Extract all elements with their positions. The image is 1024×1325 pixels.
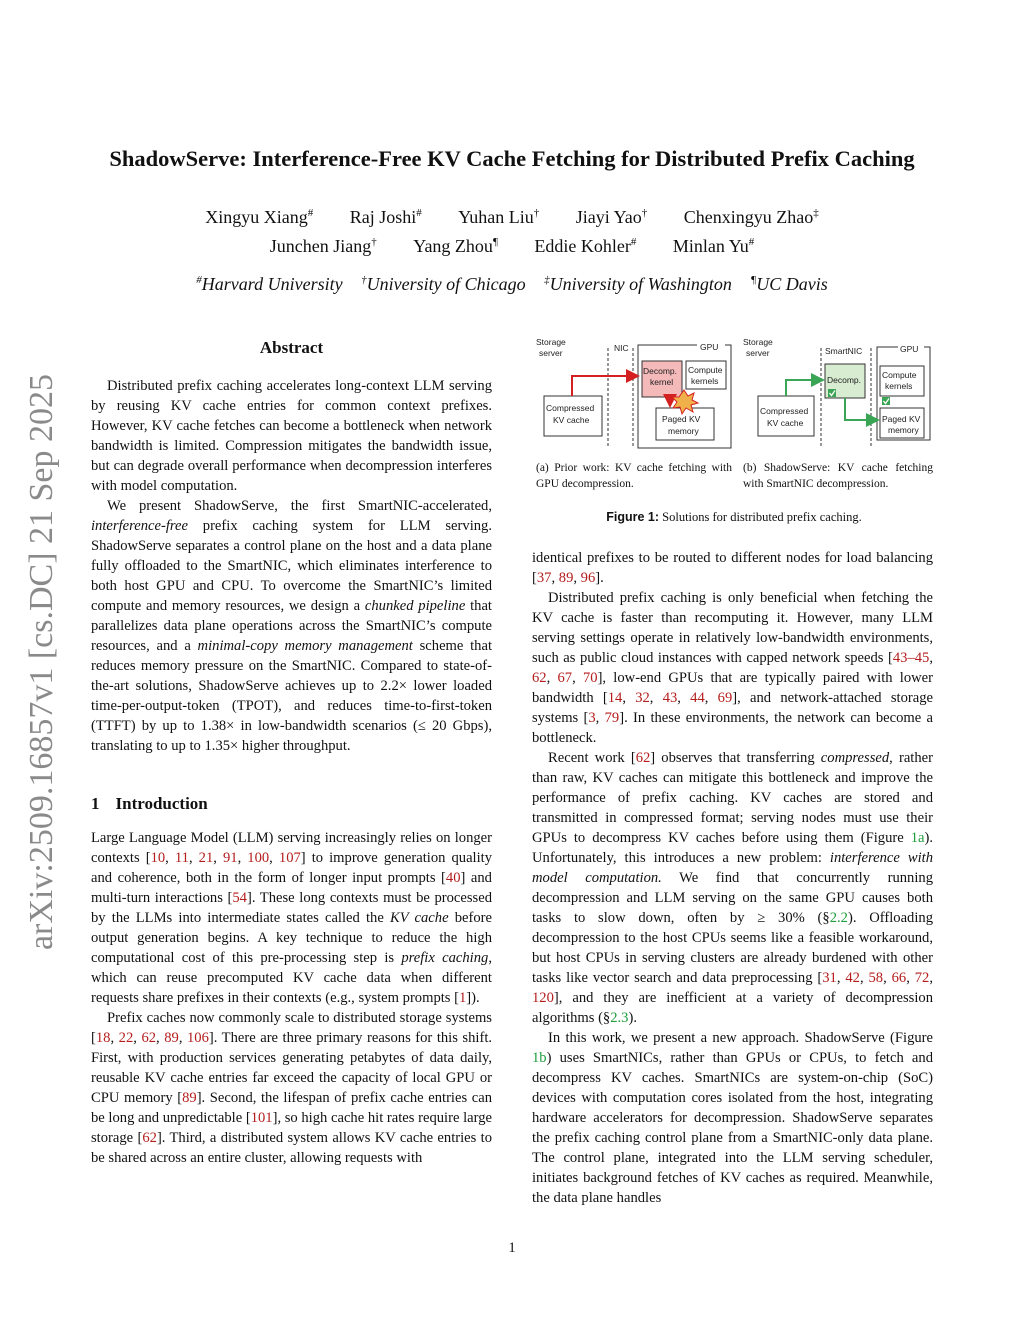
intro-paragraph: Large Language Model (LLM) serving increasingly relies on longer contexts [10, 11, 21, 91, 100, 107] to improve generation quality and coherence, both in the form of longer input prompts [40] and multi-turn interactions [54]. These long contexts must be processed by the LLMs into intermediate states called the KV cache before output generation begins. A key technique to reduce the high computational cost of this pre-processing step is prefix caching, which can reuse precomputed KV cache data when different requests share prefixes in their contexts (e.g., system prompts [1]).: [91, 830, 493, 1006]
citation-link[interactable]: 31: [822, 970, 837, 986]
gpu-label: GPU: [900, 344, 919, 354]
svg-text:Compressed: Compressed: [546, 403, 595, 413]
abstract-heading: Abstract: [259, 338, 324, 357]
gpu-label: GPU: [700, 342, 719, 352]
author: Junchen Jiang†: [269, 236, 377, 256]
citation-link[interactable]: 96: [580, 570, 596, 586]
citation-link[interactable]: 43: [662, 690, 678, 706]
citation-link[interactable]: 106: [187, 1030, 209, 1046]
section-ref-link[interactable]: 2.3: [610, 1010, 629, 1026]
author: Xingyu Xiang#: [205, 207, 314, 227]
citation-link[interactable]: 89: [182, 1090, 197, 1106]
citation-link[interactable]: 72: [914, 970, 930, 986]
citation-link[interactable]: 3: [588, 710, 596, 726]
author: Eddie Kohler#: [534, 236, 637, 256]
citation-link[interactable]: 62: [635, 750, 651, 766]
citation-link[interactable]: 58: [868, 970, 884, 986]
svg-text:kernels: kernels: [691, 376, 719, 386]
citation-link[interactable]: 43–45: [892, 650, 930, 666]
affiliation: †University of Chicago: [361, 274, 526, 294]
svg-text:Decomp.: Decomp.: [643, 366, 678, 376]
svg-text:KV cache: KV cache: [767, 418, 804, 428]
citation-link[interactable]: 62: [142, 1130, 157, 1146]
citation-link[interactable]: 62: [532, 670, 547, 686]
storage-label: Storage: [536, 337, 566, 347]
arxiv-id-text: arXiv:2509.16857v1 [cs.DC] 21 Sep 2025: [23, 373, 60, 951]
citation-link[interactable]: 10: [150, 850, 166, 866]
server-label: server: [539, 348, 563, 358]
svg-text:Paged KV: Paged KV: [662, 414, 701, 424]
svg-text:Paged KV: Paged KV: [882, 414, 921, 424]
citation-link[interactable]: 32: [635, 690, 650, 706]
author: Jiayi Yao†: [575, 207, 648, 227]
svg-text:Compute: Compute: [688, 365, 723, 375]
author: Yang Zhou¶: [413, 236, 498, 256]
citation-link[interactable]: 21: [198, 850, 214, 866]
citation-link[interactable]: 91: [222, 850, 238, 866]
affiliation: ‡University of Washington: [544, 274, 732, 294]
body-paragraph: Recent work [62] observes that transferring compressed, rather than raw, KV caches can mitigate this bottleneck and improve the performance of prefix caching. KV caches are stored and transmitted in compressed format; serving nodes must use their GPUs to decompress KV caches before using them (Figure 1a). Unfortunately, this introduces a new problem: interference with model computation. We find that concurrently running decompression and LLM serving on the same GPU causes both tasks to slow down, often by ≥ 30% (§2.2). Offloading decompression to the host CPUs seems like a feasible workaround, but host CPUs in serving clusters are already burdened with other tasks like vector search and data preprocessing [31, 42, 58, 66, 72, 120], and they are inefficient at a variety of decompression algorithms (§2.3).: [532, 750, 934, 1026]
svg-text:memory: memory: [888, 425, 919, 435]
svg-text:memory: memory: [668, 426, 699, 436]
figure-ref-link[interactable]: 1a: [910, 830, 925, 846]
citation-link[interactable]: 37: [536, 570, 552, 586]
citation-link[interactable]: 66: [891, 970, 907, 986]
citation-link[interactable]: 70: [582, 670, 598, 686]
citation-link[interactable]: 79: [604, 710, 620, 726]
figure-1: [532, 336, 936, 536]
svg-text:KV cache: KV cache: [553, 415, 590, 425]
storage-label: Storage: [743, 337, 773, 347]
citation-link[interactable]: 101: [250, 1110, 273, 1126]
body-paragraph: identical prefixes to be routed to different nodes for load balancing [37, 89, 96].: [532, 550, 933, 586]
arxiv-watermark: [2, 372, 74, 952]
figure-ref-link[interactable]: 1b: [532, 1050, 547, 1066]
citation-link[interactable]: 120: [532, 990, 554, 1006]
svg-text:kernels: kernels: [885, 381, 913, 391]
affiliation: #Harvard University: [196, 274, 343, 294]
citation-link[interactable]: 18: [95, 1030, 111, 1046]
svg-text:Compressed: Compressed: [760, 406, 809, 416]
svg-text:kernel: kernel: [650, 377, 674, 387]
citation-link[interactable]: 14: [607, 690, 623, 706]
citation-link[interactable]: 44: [690, 690, 705, 706]
citation-link[interactable]: 89: [164, 1030, 179, 1046]
paper-title: ShadowServe: Interference-Free KV Cache Fetching for Distributed Prefix Caching: [109, 146, 915, 171]
right-column-body: [532, 548, 933, 1208]
figure-1-diagram: [532, 336, 936, 536]
svg-text:Decomp.: Decomp.: [827, 375, 862, 385]
citation-link[interactable]: 67: [557, 670, 573, 686]
abstract-paragraph: We present ShadowServe, the first SmartNIC-accelerated, interference-free prefix caching system for LLM serving. ShadowServe separates a control plane on the host and a data plane fully offloaded to the SmartNIC, which eliminates interference to both host GPU and CPU. To overcome the SmartNIC’s limited compute and memory resources, we design a chunked pipeline that parallelizes data plane operations across the SmartNIC’s compute resources, and a minimal-copy memory management scheme that reduces memory pressure on the SmartNIC. Compared to state-of-the-art solutions, ShadowServe achieves up to 2.2× lower loaded time-per-output-token (TPOT), and reduces time-to-first-token (TTFT) by up to 1.38× in low-bandwidth scenarios (≤ 20 Gbps), translating to up to 1.35× higher throughput.: [91, 498, 493, 754]
figure-1-caption: Figure 1: Solutions for distributed prefix caching.: [606, 510, 862, 524]
introduction-body: [91, 828, 492, 1168]
diagram-shadowserve: [743, 337, 930, 448]
server-label: server: [746, 348, 770, 358]
intro-paragraph: Prefix caches now commonly scale to distributed storage systems [18, 22, 62, 89, 106]. There are three primary reasons for this shift. First, with production services generating petabytes of data daily, reusable KV cache entries far exceed the capacity of local GPU or CPU memory [89]. Second, the lifespan of prefix cache entries can be long and unpredictable [101], so high cache hit rates require large storage [62]. Third, a distributed system allows KV cache entries to be shared across an entire cluster, allowing requests with: [91, 1010, 493, 1166]
citation-link[interactable]: 62: [141, 1030, 157, 1046]
nic-label: NIC: [614, 343, 629, 353]
affiliation: ¶UC Davis: [750, 274, 828, 294]
subcaption-a: (a) Prior work: KV cache fetching with GPU decompression.: [536, 462, 732, 490]
diagram-prior-work: [536, 337, 731, 448]
author-list-row2: [60, 236, 964, 257]
citation-link[interactable]: 11: [174, 850, 189, 866]
citation-link[interactable]: 100: [247, 850, 270, 866]
abstract-body: [91, 376, 492, 756]
author: Chenxingyu Zhao‡: [683, 207, 819, 227]
citation-link[interactable]: 42: [845, 970, 860, 986]
citation-link[interactable]: 22: [118, 1030, 134, 1046]
author: Yuhan Liu†: [458, 207, 540, 227]
citation-link[interactable]: 54: [232, 890, 247, 906]
author: Raj Joshi#: [349, 207, 422, 227]
citation-link[interactable]: 107: [278, 850, 301, 866]
abstract-paragraph: Distributed prefix caching accelerates long-context LLM serving by reusing KV cache entries for common context prefixes. However, KV cache fetches can become a bottleneck when network bandwidth is limited. Compression mitigates the bandwidth issue, but can degrade overall performance when decompression interferes with model computation.: [91, 378, 492, 494]
svg-text:Compute: Compute: [882, 370, 917, 380]
affiliations: [60, 274, 964, 295]
citation-link[interactable]: 40: [445, 870, 461, 886]
smartnic-label: SmartNIC: [825, 346, 863, 356]
citation-link[interactable]: 89: [558, 570, 574, 586]
body-paragraph: Distributed prefix caching is only beneficial when fetching the KV cache is faster than recomputing it. However, many LLM serving settings operate in relatively low-bandwidth environments, such as public cloud instances with capped network speeds [43–45, 62, 67, 70], low-end GPUs that are typically paired with lower bandwidth [14, 32, 43, 44, 69], and network-attached storage systems [3, 79]. In these environments, the network can become a bottleneck.: [532, 590, 934, 746]
citation-link[interactable]: 69: [717, 690, 733, 706]
author: Minlan Yu#: [672, 236, 755, 256]
page-number: 1: [508, 1240, 516, 1256]
body-paragraph: In this work, we present a new approach. ShadowServe (Figure 1b) uses SmartNICs, rather than GPUs or CPUs, to fetch and decompress KV caches. SmartNICs are system-on-chip (SoC) devices with computation cores isolated from the host, integrating hardware accelerators for decompression. ShadowServe separates the prefix caching control plane from a SmartNIC-only data plane. The control plane, integrated into the LLM serving scheduler, initiates background fetches of KV caches as required. Meanwhile, the data plane handles: [532, 1030, 933, 1206]
author-list-row1: [60, 207, 964, 228]
citation-link[interactable]: 1: [459, 990, 467, 1006]
subcaption-b: (b) ShadowServe: KV cache fetching with SmartNIC decompression.: [743, 462, 933, 490]
section-heading-introduction: 1 Introduction: [91, 794, 208, 813]
section-ref-link[interactable]: 2.2: [829, 910, 848, 926]
